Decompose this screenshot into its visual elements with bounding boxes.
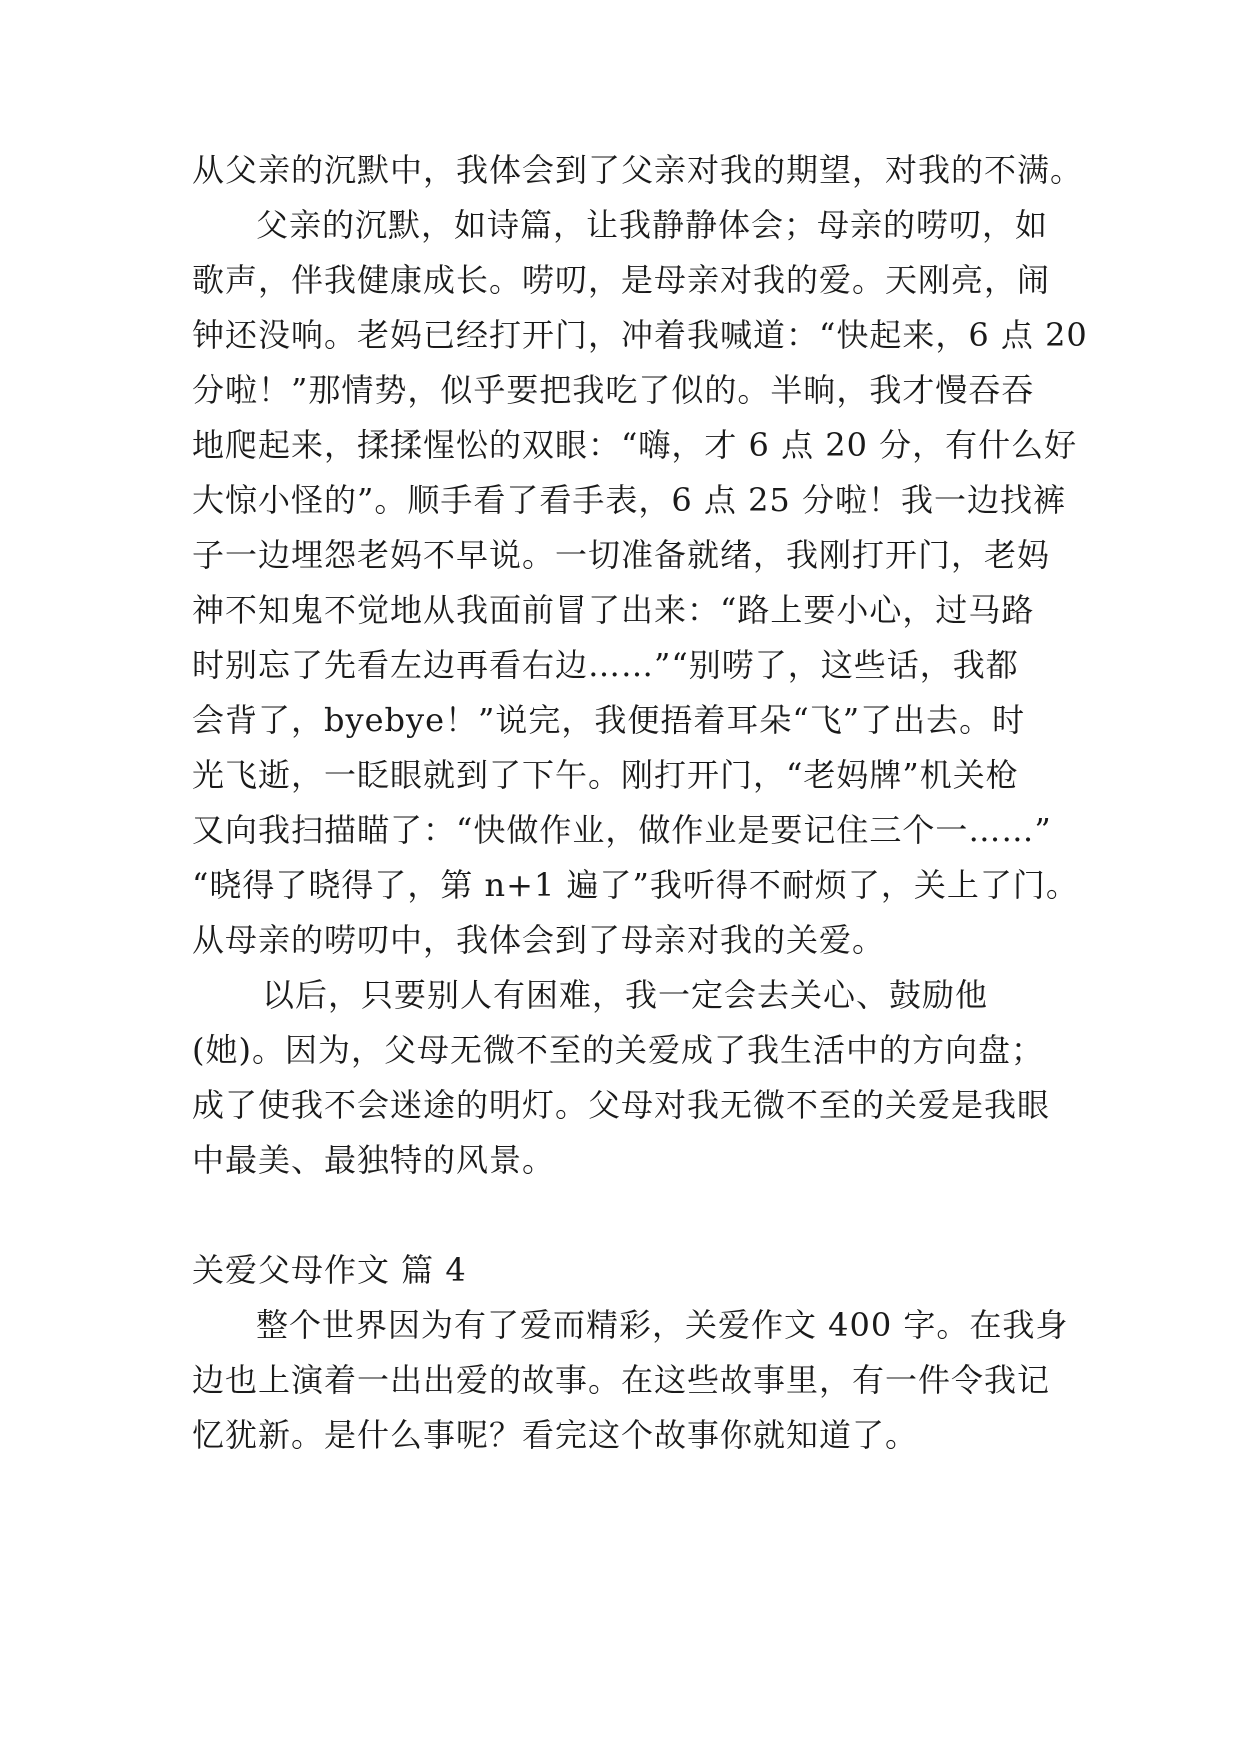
paragraph-line: 分啦！”那情势，似乎要把我吃了似的。半晌，我才慢吞吞 <box>192 371 1035 409</box>
paragraph-line: 地爬起来，揉揉惺忪的双眼：“嗨，才 6 点 20 分，有什么好 <box>192 426 1078 464</box>
paragraph-line: 从父亲的沉默中，我体会到了父亲对我的期望，对我的不满。 <box>192 151 1084 189</box>
paragraph-line: 边也上演着一出出爱的故事。在这些故事里，有一件令我记 <box>192 1361 1051 1399</box>
paragraph-line: 会背了，byebye！”说完，我便捂着耳朵“飞”了出去。时 <box>192 701 1026 739</box>
section-title: 关爱父母作文 篇 4 <box>192 1251 467 1289</box>
paragraph-line: 光飞逝，一眨眼就到了下午。刚打开门，“老妈牌”机关枪 <box>192 756 1019 794</box>
paragraph-line: 中最美、最独特的风景。 <box>192 1141 556 1179</box>
paragraph-line: 成了使我不会迷途的明灯。父母对我无微不至的关爱是我眼 <box>192 1086 1051 1124</box>
paragraph-line: 歌声，伴我健康成长。唠叨，是母亲对我的爱。天刚亮，闹 <box>192 261 1051 299</box>
paragraph-line: 时别忘了先看左边再看右边……”“别唠了，这些话，我都 <box>192 646 1019 684</box>
paragraph-line: “晓得了晓得了，第 n+1 遍了”我听得不耐烦了，关上了门。 <box>192 866 1079 904</box>
paragraph-line: 大惊小怪的”。顺手看了看手表，6 点 25 分啦！我一边找裤 <box>192 481 1066 519</box>
paragraph-line: 父亲的沉默，如诗篇，让我静静体会；母亲的唠叨，如 <box>256 206 1049 244</box>
paragraph-line: 从母亲的唠叨中，我体会到了母亲对我的关爱。 <box>192 921 886 959</box>
paragraph-line: 子一边埋怨老妈不早说。一切准备就绪，我刚打开门，老妈 <box>192 536 1051 574</box>
paragraph-line: 整个世界因为有了爱而精彩，关爱作文 400 字。在我身 <box>256 1306 1069 1344</box>
paragraph-line: 以后，只要别人有困难，我一定会去关心、鼓励他 <box>262 976 989 1014</box>
paragraph-line: 钟还没响。老妈已经打开门，冲着我喊道：“快起来，6 点 20 <box>192 316 1088 354</box>
paragraph-line: 神不知鬼不觉地从我面前冒了出来：“路上要小心，过马路 <box>192 591 1035 629</box>
paragraph-line: 又向我扫描瞄了：“快做作业，做作业是要记住三个一……” <box>192 811 1052 849</box>
paragraph-line: 忆犹新。是什么事呢？看完这个故事你就知道了。 <box>192 1416 919 1454</box>
paragraph-line: (她)。因为，父母无微不至的关爱成了我生活中的方向盘； <box>192 1031 1044 1069</box>
